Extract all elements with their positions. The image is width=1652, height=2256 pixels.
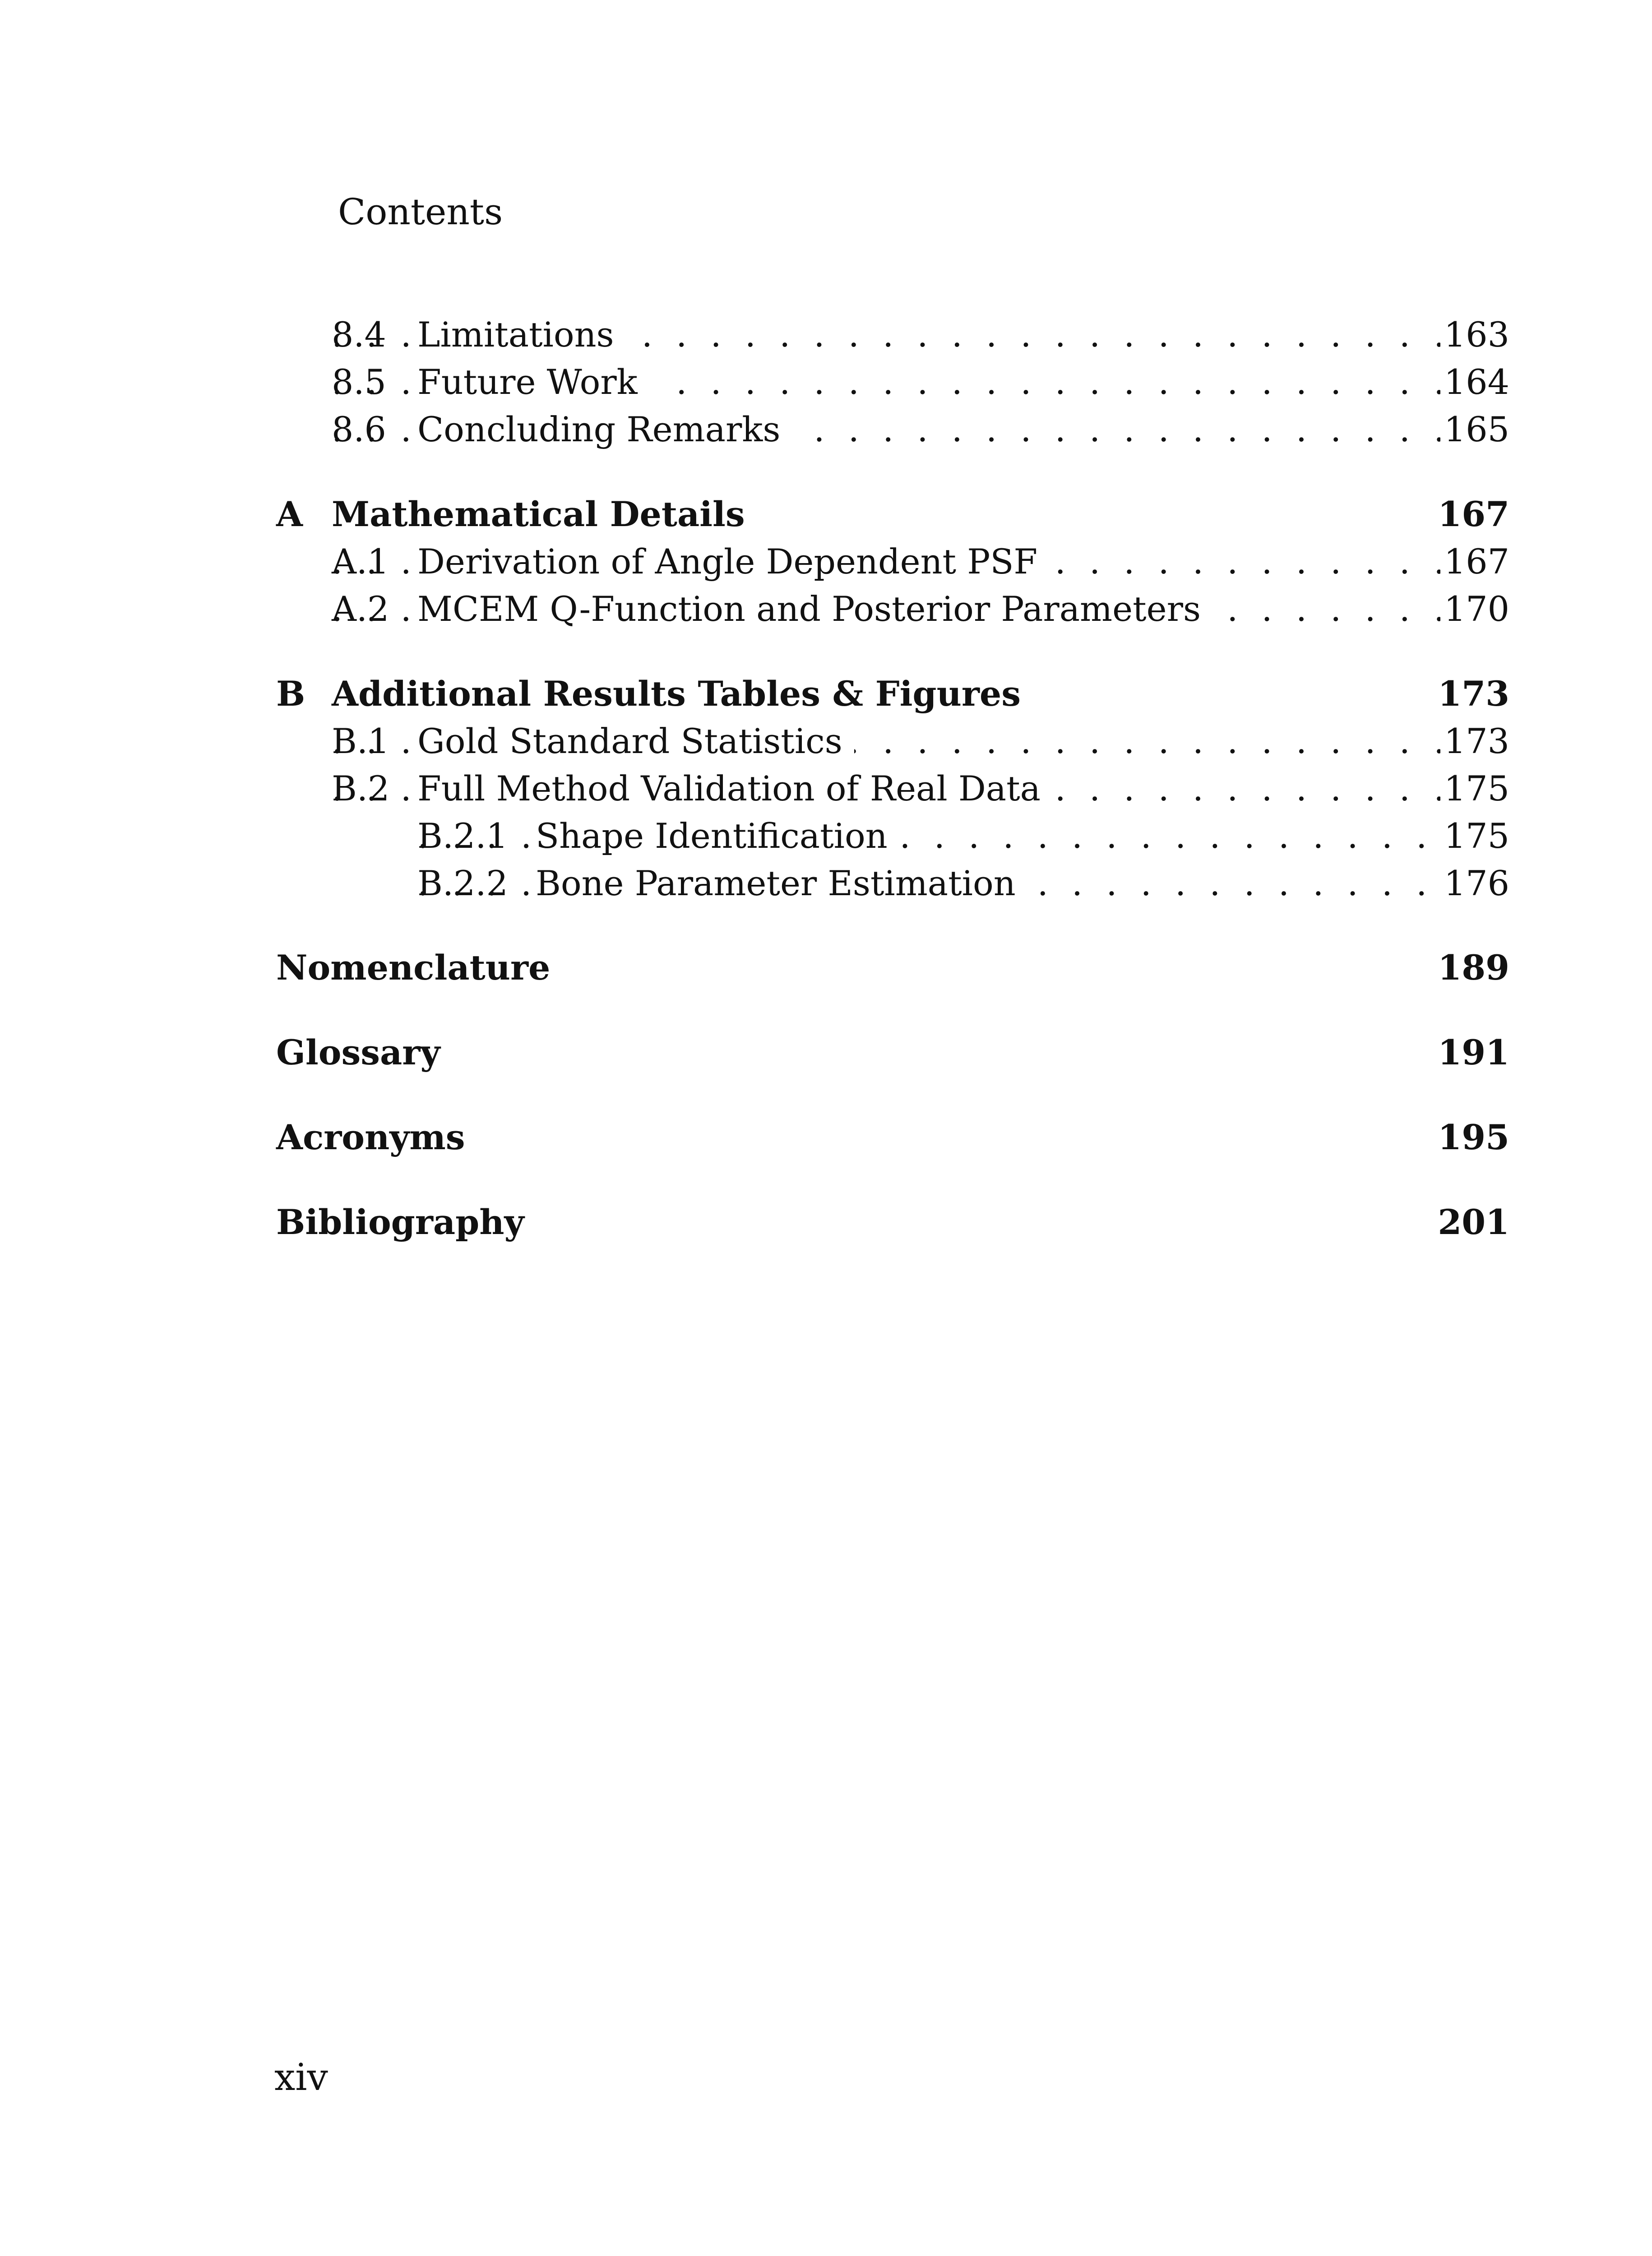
toc-entry-page: 175 xyxy=(1440,765,1509,812)
toc-chapter-page: 195 xyxy=(1434,1114,1509,1161)
toc-entry-number: 8.4 xyxy=(332,314,386,355)
toc-entry-page: 164 xyxy=(1440,359,1509,406)
toc-bibliography[interactable] xyxy=(0,1199,1652,1246)
toc-entry-b-1[interactable] xyxy=(0,718,1652,765)
toc-entry-page: 175 xyxy=(1440,813,1509,860)
toc-entry-8-6[interactable] xyxy=(0,406,1652,453)
toc-chapter-page: 173 xyxy=(1434,670,1509,717)
toc-entry-a-1[interactable] xyxy=(0,538,1652,585)
toc-chapter-title: Mathematical Details xyxy=(332,491,757,538)
toc-chapter-title: Bibliography xyxy=(276,1199,536,1246)
toc-chapter-b[interactable] xyxy=(0,670,1652,717)
toc-entry-8-5[interactable] xyxy=(0,359,1652,406)
toc-entry-number: B.2.1 xyxy=(417,816,508,856)
toc-chapter-page: 191 xyxy=(1434,1029,1509,1076)
toc-chapter-letter: B xyxy=(276,674,305,714)
toc-entry-title: Derivation of Angle Dependent PSF xyxy=(417,538,1049,585)
toc-entry-page: 170 xyxy=(1440,586,1509,633)
toc-entry-title: Future Work xyxy=(417,359,649,406)
toc-entry-page: 173 xyxy=(1440,718,1509,765)
toc-entry-number: A.1 xyxy=(332,541,389,582)
toc-chapter-page: 201 xyxy=(1434,1199,1509,1246)
toc-entry-b-2-2[interactable] xyxy=(0,860,1652,907)
toc-entry-number: B.1 xyxy=(332,721,390,761)
toc-chapter-letter: A xyxy=(276,494,303,534)
toc-chapter-a[interactable] xyxy=(0,491,1652,538)
toc-glossary[interactable] xyxy=(0,1029,1652,1076)
toc-entry-number: B.2.2 xyxy=(417,863,508,903)
toc-entry-number: A.2 xyxy=(332,589,389,629)
toc-entry-b-2-1[interactable] xyxy=(0,813,1652,860)
toc-acronyms[interactable] xyxy=(0,1114,1652,1161)
toc-entry-page: 176 xyxy=(1440,860,1509,907)
toc-entry-title: Gold Standard Statistics xyxy=(417,718,854,765)
toc-entry-page: 167 xyxy=(1440,538,1509,585)
toc-entry-8-4[interactable] xyxy=(0,311,1652,358)
running-head: Contents xyxy=(338,191,503,233)
toc-entry-title: Bone Parameter Estimation xyxy=(536,860,1027,907)
toc-entry-number: 8.5 xyxy=(332,362,386,402)
toc-nomenclature[interactable] xyxy=(0,944,1652,991)
toc-entry-page: 165 xyxy=(1440,406,1509,453)
toc-chapter-page: 167 xyxy=(1434,491,1509,538)
toc-entry-a-2[interactable] xyxy=(0,586,1652,633)
toc-chapter-title: Nomenclature xyxy=(276,944,562,991)
toc-entry-number: B.2 xyxy=(332,768,390,809)
toc-entry-page: 163 xyxy=(1440,311,1509,358)
toc-entry-b-2[interactable] xyxy=(0,765,1652,812)
toc-entry-title: MCEM Q-Function and Posterior Parameters xyxy=(417,586,1212,633)
toc-entry-title: Full Method Validation of Real Data xyxy=(417,765,1052,812)
page-number: xiv xyxy=(274,2056,328,2099)
toc-entry-title: Limitations xyxy=(417,311,626,358)
toc-entry-number: 8.6 xyxy=(332,409,386,449)
toc-chapter-title: Acronyms xyxy=(276,1114,477,1161)
toc-chapter-title: Additional Results Tables & Figures xyxy=(332,670,1032,717)
toc-chapter-title: Glossary xyxy=(276,1029,452,1076)
toc-entry-title: Shape Identification xyxy=(536,813,899,860)
toc-chapter-page: 189 xyxy=(1434,944,1509,991)
toc-entry-title: Concluding Remarks xyxy=(417,406,792,453)
